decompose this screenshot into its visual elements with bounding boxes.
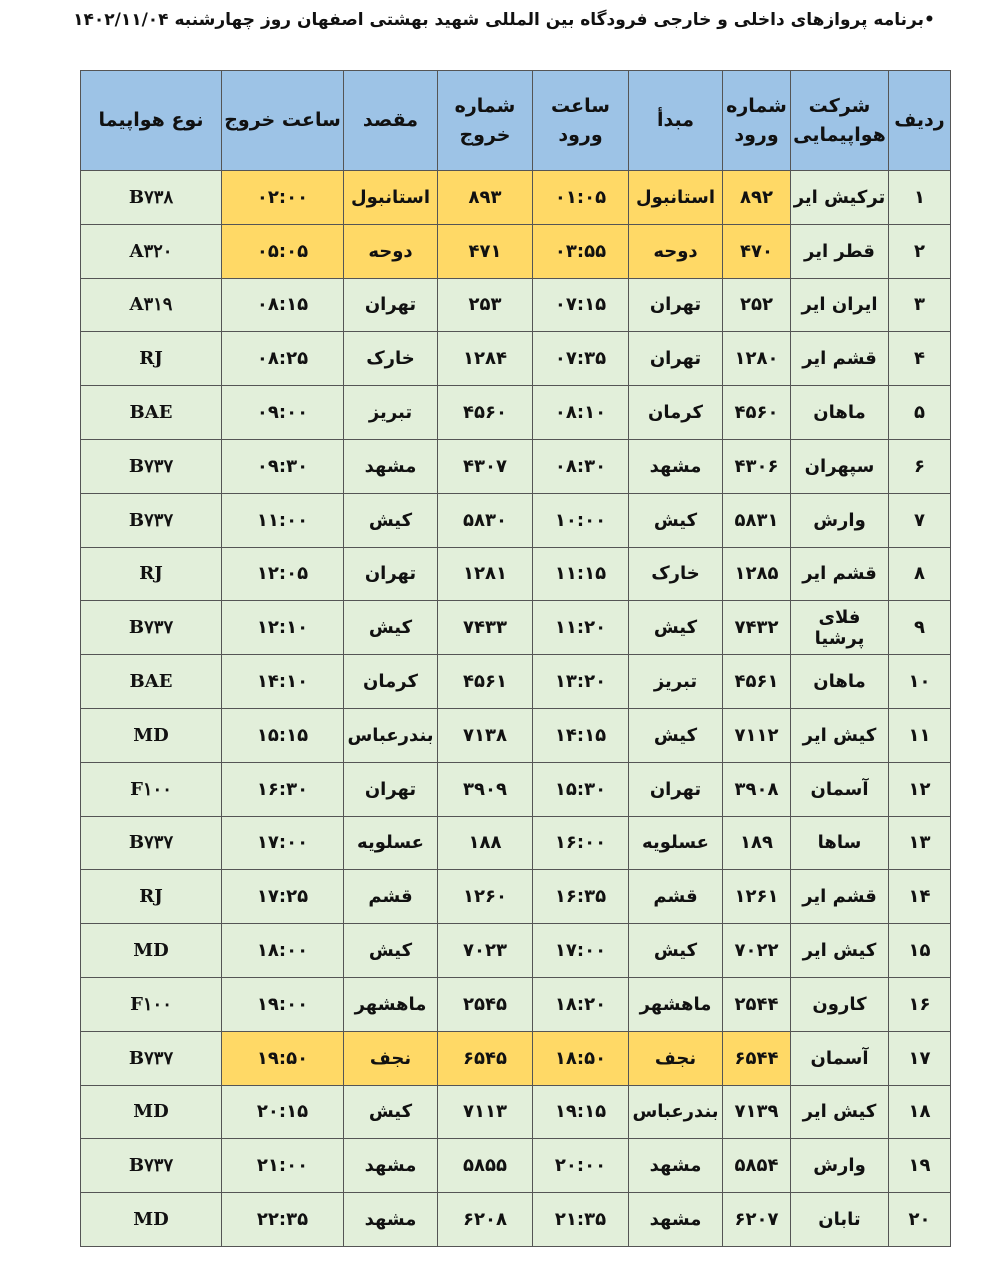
cell-departure-flight: ۷۱۳۸ — [438, 708, 533, 762]
cell-arrival-time: ۱۶:۳۵ — [533, 870, 629, 924]
cell-arrival-time: ۱۴:۱۵ — [533, 708, 629, 762]
cell-origin: خارک — [629, 547, 723, 601]
cell-arrival-time: ۱۸:۵۰ — [533, 1031, 629, 1085]
cell-arrival-flight: ۴۵۶۱ — [723, 655, 791, 709]
cell-departure-time: ۱۶:۳۰ — [222, 762, 344, 816]
cell-row-number: ۲۰ — [889, 1193, 951, 1247]
cell-airline: آسمان — [791, 1031, 889, 1085]
cell-departure-time: ۱۲:۱۰ — [222, 601, 344, 655]
table-row — [81, 224, 951, 278]
cell-destination: ماهشهر — [344, 977, 438, 1031]
cell-departure-time: ۱۹:۰۰ — [222, 977, 344, 1031]
header-arrival-flight: شماره ورود — [723, 71, 791, 171]
cell-destination: مشهد — [344, 1193, 438, 1247]
cell-departure-flight: ۷۴۳۳ — [438, 601, 533, 655]
cell-row-number: ۱۵ — [889, 924, 951, 978]
cell-departure-flight: ۱۸۸ — [438, 816, 533, 870]
cell-departure-time: ۱۱:۰۰ — [222, 493, 344, 547]
cell-airline: فلای پرشیا — [791, 601, 889, 655]
cell-origin: کیش — [629, 601, 723, 655]
cell-airline: کیش ایر — [791, 1085, 889, 1139]
cell-arrival-flight: ۶۵۴۴ — [723, 1031, 791, 1085]
table-row — [81, 655, 951, 709]
cell-arrival-flight: ۲۵۲ — [723, 278, 791, 332]
cell-airline: کارون — [791, 977, 889, 1031]
cell-arrival-time: ۱۵:۳۰ — [533, 762, 629, 816]
flight-schedule-table — [80, 70, 951, 1247]
cell-arrival-flight: ۵۸۵۴ — [723, 1139, 791, 1193]
cell-row-number: ۱۷ — [889, 1031, 951, 1085]
cell-destination: تهران — [344, 547, 438, 601]
cell-row-number: ۹ — [889, 601, 951, 655]
cell-aircraft-type: A۳۲۰ — [81, 224, 222, 278]
cell-departure-flight: ۷۱۱۳ — [438, 1085, 533, 1139]
cell-departure-flight: ۴۷۱ — [438, 224, 533, 278]
cell-airline: کیش ایر — [791, 924, 889, 978]
cell-row-number: ۱۲ — [889, 762, 951, 816]
cell-origin: بندرعباس — [629, 1085, 723, 1139]
cell-airline: قشم ایر — [791, 547, 889, 601]
cell-aircraft-type: B۷۳۷ — [81, 816, 222, 870]
cell-aircraft-type: B۷۳۷ — [81, 1031, 222, 1085]
table-row — [81, 816, 951, 870]
cell-departure-flight: ۴۳۰۷ — [438, 439, 533, 493]
cell-aircraft-type: B۷۳۷ — [81, 601, 222, 655]
cell-aircraft-type: MD — [81, 1193, 222, 1247]
cell-arrival-time: ۲۱:۳۵ — [533, 1193, 629, 1247]
page-title: •برنامه پروازهای داخلی و خارجی فرودگاه بین المللی شهید بهشتی اصفهان روز چهارشنبه ۱۴۰۲/۱۱/۰۴ — [73, 10, 935, 30]
cell-departure-flight: ۱۲۸۴ — [438, 332, 533, 386]
cell-origin: تهران — [629, 332, 723, 386]
table-row — [81, 1139, 951, 1193]
cell-row-number: ۱۸ — [889, 1085, 951, 1139]
table-row — [81, 171, 951, 225]
cell-row-number: ۵ — [889, 386, 951, 440]
cell-departure-flight: ۲۵۳ — [438, 278, 533, 332]
cell-origin: تهران — [629, 762, 723, 816]
cell-arrival-time: ۱۸:۲۰ — [533, 977, 629, 1031]
cell-arrival-time: ۰۸:۱۰ — [533, 386, 629, 440]
table-row — [81, 1085, 951, 1139]
cell-departure-time: ۰۵:۰۵ — [222, 224, 344, 278]
cell-departure-time: ۱۵:۱۵ — [222, 708, 344, 762]
cell-destination: استانبول — [344, 171, 438, 225]
cell-departure-time: ۲۱:۰۰ — [222, 1139, 344, 1193]
cell-destination: کیش — [344, 1085, 438, 1139]
cell-arrival-time: ۱۳:۲۰ — [533, 655, 629, 709]
cell-arrival-time: ۲۰:۰۰ — [533, 1139, 629, 1193]
cell-departure-time: ۲۰:۱۵ — [222, 1085, 344, 1139]
header-arrival-time: ساعت ورود — [533, 71, 629, 171]
cell-arrival-flight: ۴۷۰ — [723, 224, 791, 278]
cell-arrival-time: ۰۷:۱۵ — [533, 278, 629, 332]
cell-arrival-flight: ۷۱۳۹ — [723, 1085, 791, 1139]
cell-aircraft-type: B۷۳۸ — [81, 171, 222, 225]
cell-departure-time: ۱۷:۲۵ — [222, 870, 344, 924]
cell-origin: کرمان — [629, 386, 723, 440]
cell-departure-time: ۱۲:۰۵ — [222, 547, 344, 601]
cell-origin: قشم — [629, 870, 723, 924]
cell-row-number: ۱۶ — [889, 977, 951, 1031]
cell-origin: کیش — [629, 924, 723, 978]
table-row — [81, 278, 951, 332]
table-row — [81, 386, 951, 440]
cell-aircraft-type: RJ — [81, 870, 222, 924]
cell-airline: قشم ایر — [791, 332, 889, 386]
cell-arrival-flight: ۴۵۶۰ — [723, 386, 791, 440]
cell-arrival-time: ۱۱:۲۰ — [533, 601, 629, 655]
table-row — [81, 1031, 951, 1085]
table-row — [81, 493, 951, 547]
cell-aircraft-type: B۷۳۷ — [81, 1139, 222, 1193]
cell-departure-flight: ۵۸۳۰ — [438, 493, 533, 547]
cell-departure-time: ۰۲:۰۰ — [222, 171, 344, 225]
cell-arrival-flight: ۱۲۸۵ — [723, 547, 791, 601]
cell-aircraft-type: BAE — [81, 655, 222, 709]
cell-arrival-flight: ۱۲۸۰ — [723, 332, 791, 386]
cell-airline: آسمان — [791, 762, 889, 816]
cell-aircraft-type: RJ — [81, 547, 222, 601]
cell-airline: وارش — [791, 1139, 889, 1193]
cell-arrival-time: ۱۱:۱۵ — [533, 547, 629, 601]
cell-departure-time: ۰۹:۳۰ — [222, 439, 344, 493]
cell-row-number: ۱۹ — [889, 1139, 951, 1193]
cell-airline: قشم ایر — [791, 870, 889, 924]
cell-arrival-flight: ۷۰۲۲ — [723, 924, 791, 978]
cell-departure-flight: ۶۵۴۵ — [438, 1031, 533, 1085]
cell-row-number: ۴ — [889, 332, 951, 386]
cell-row-number: ۱۰ — [889, 655, 951, 709]
cell-arrival-time: ۰۸:۳۰ — [533, 439, 629, 493]
cell-destination: تبریز — [344, 386, 438, 440]
cell-aircraft-type: F۱۰۰ — [81, 762, 222, 816]
header-row-number: ردیف — [889, 71, 951, 171]
cell-origin: مشهد — [629, 1193, 723, 1247]
cell-airline: ترکیش ایر — [791, 171, 889, 225]
cell-destination: نجف — [344, 1031, 438, 1085]
cell-departure-flight: ۳۹۰۹ — [438, 762, 533, 816]
cell-arrival-flight: ۸۹۲ — [723, 171, 791, 225]
cell-aircraft-type: F۱۰۰ — [81, 977, 222, 1031]
header-airline: شرکت هواپیمایی — [791, 71, 889, 171]
header-destination: مقصد — [344, 71, 438, 171]
cell-airline: سپهران — [791, 439, 889, 493]
header-departure-time: ساعت خروج — [222, 71, 344, 171]
cell-origin: مشهد — [629, 439, 723, 493]
cell-row-number: ۲ — [889, 224, 951, 278]
cell-arrival-time: ۰۳:۵۵ — [533, 224, 629, 278]
cell-arrival-time: ۰۱:۰۵ — [533, 171, 629, 225]
cell-arrival-time: ۱۰:۰۰ — [533, 493, 629, 547]
table-row — [81, 870, 951, 924]
cell-departure-flight: ۶۲۰۸ — [438, 1193, 533, 1247]
cell-arrival-flight: ۳۹۰۸ — [723, 762, 791, 816]
cell-origin: مشهد — [629, 1139, 723, 1193]
cell-destination: خارک — [344, 332, 438, 386]
cell-departure-flight: ۲۵۴۵ — [438, 977, 533, 1031]
cell-departure-flight: ۱۲۸۱ — [438, 547, 533, 601]
cell-arrival-time: ۱۷:۰۰ — [533, 924, 629, 978]
table-row — [81, 601, 951, 655]
cell-origin: استانبول — [629, 171, 723, 225]
table-row — [81, 547, 951, 601]
cell-aircraft-type: A۳۱۹ — [81, 278, 222, 332]
cell-destination: مشهد — [344, 1139, 438, 1193]
cell-arrival-time: ۰۷:۳۵ — [533, 332, 629, 386]
cell-departure-time: ۱۴:۱۰ — [222, 655, 344, 709]
cell-airline: ساها — [791, 816, 889, 870]
cell-origin: تهران — [629, 278, 723, 332]
cell-destination: تهران — [344, 762, 438, 816]
cell-arrival-flight: ۶۲۰۷ — [723, 1193, 791, 1247]
cell-arrival-flight: ۷۴۳۲ — [723, 601, 791, 655]
cell-departure-flight: ۷۰۲۳ — [438, 924, 533, 978]
table-row — [81, 1193, 951, 1247]
cell-origin: دوحه — [629, 224, 723, 278]
cell-arrival-flight: ۱۸۹ — [723, 816, 791, 870]
cell-departure-flight: ۴۵۶۰ — [438, 386, 533, 440]
cell-origin: نجف — [629, 1031, 723, 1085]
cell-destination: کیش — [344, 601, 438, 655]
cell-destination: کیش — [344, 924, 438, 978]
cell-origin: کیش — [629, 708, 723, 762]
cell-origin: کیش — [629, 493, 723, 547]
cell-departure-flight: ۴۵۶۱ — [438, 655, 533, 709]
table-row — [81, 924, 951, 978]
cell-departure-time: ۰۸:۲۵ — [222, 332, 344, 386]
cell-aircraft-type: RJ — [81, 332, 222, 386]
cell-departure-time: ۱۸:۰۰ — [222, 924, 344, 978]
cell-arrival-time: ۱۶:۰۰ — [533, 816, 629, 870]
header-row — [81, 71, 951, 171]
cell-destination: دوحه — [344, 224, 438, 278]
cell-row-number: ۱۴ — [889, 870, 951, 924]
cell-airline: تابان — [791, 1193, 889, 1247]
cell-arrival-flight: ۴۳۰۶ — [723, 439, 791, 493]
cell-arrival-time: ۱۹:۱۵ — [533, 1085, 629, 1139]
cell-destination: کیش — [344, 493, 438, 547]
header-departure-flight: شماره خروج — [438, 71, 533, 171]
cell-destination: عسلویه — [344, 816, 438, 870]
cell-departure-time: ۲۲:۳۵ — [222, 1193, 344, 1247]
cell-arrival-flight: ۷۱۱۲ — [723, 708, 791, 762]
cell-aircraft-type: B۷۳۷ — [81, 493, 222, 547]
cell-row-number: ۸ — [889, 547, 951, 601]
cell-row-number: ۱ — [889, 171, 951, 225]
cell-departure-flight: ۱۲۶۰ — [438, 870, 533, 924]
cell-destination: قشم — [344, 870, 438, 924]
cell-destination: تهران — [344, 278, 438, 332]
cell-departure-time: ۱۹:۵۰ — [222, 1031, 344, 1085]
cell-airline: کیش ایر — [791, 708, 889, 762]
table-row — [81, 439, 951, 493]
cell-row-number: ۶ — [889, 439, 951, 493]
cell-airline: ماهان — [791, 386, 889, 440]
cell-aircraft-type: MD — [81, 924, 222, 978]
cell-destination: مشهد — [344, 439, 438, 493]
cell-departure-time: ۰۸:۱۵ — [222, 278, 344, 332]
cell-departure-flight: ۸۹۳ — [438, 171, 533, 225]
header-origin: مبدأ — [629, 71, 723, 171]
cell-row-number: ۷ — [889, 493, 951, 547]
cell-row-number: ۱۳ — [889, 816, 951, 870]
cell-aircraft-type: B۷۳۷ — [81, 439, 222, 493]
cell-aircraft-type: MD — [81, 708, 222, 762]
cell-origin: تبریز — [629, 655, 723, 709]
cell-arrival-flight: ۱۲۶۱ — [723, 870, 791, 924]
cell-row-number: ۳ — [889, 278, 951, 332]
cell-origin: ماهشهر — [629, 977, 723, 1031]
table-row — [81, 708, 951, 762]
cell-arrival-flight: ۲۵۴۴ — [723, 977, 791, 1031]
cell-airline: ماهان — [791, 655, 889, 709]
cell-aircraft-type: BAE — [81, 386, 222, 440]
cell-destination: بندرعباس — [344, 708, 438, 762]
cell-row-number: ۱۱ — [889, 708, 951, 762]
cell-arrival-flight: ۵۸۳۱ — [723, 493, 791, 547]
cell-airline: ایران ایر — [791, 278, 889, 332]
cell-destination: کرمان — [344, 655, 438, 709]
table-row — [81, 762, 951, 816]
table-row — [81, 332, 951, 386]
table-row — [81, 977, 951, 1031]
cell-departure-time: ۱۷:۰۰ — [222, 816, 344, 870]
cell-departure-flight: ۵۸۵۵ — [438, 1139, 533, 1193]
cell-aircraft-type: MD — [81, 1085, 222, 1139]
header-aircraft-type: نوع هواپیما — [81, 71, 222, 171]
cell-airline: قطر ایر — [791, 224, 889, 278]
cell-airline: وارش — [791, 493, 889, 547]
cell-departure-time: ۰۹:۰۰ — [222, 386, 344, 440]
cell-origin: عسلویه — [629, 816, 723, 870]
